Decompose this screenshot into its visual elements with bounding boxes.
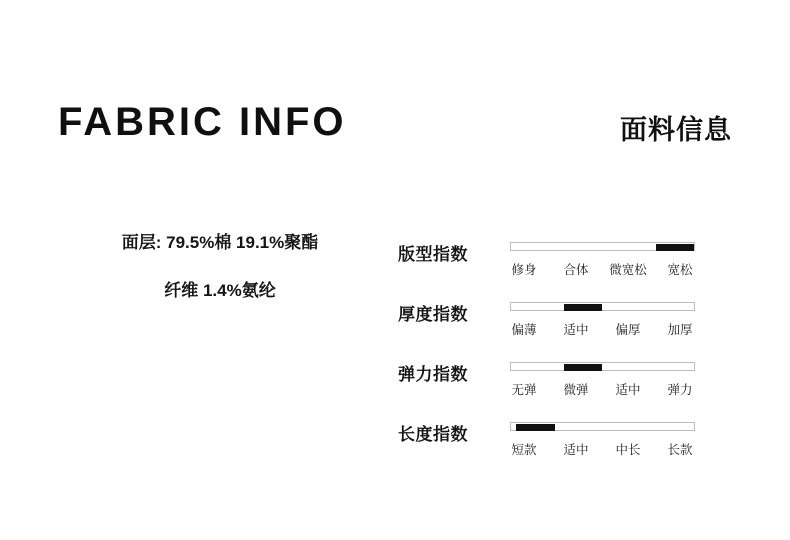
index-option-length-2: 中长 xyxy=(615,443,641,457)
index-option-length-3: 长款 xyxy=(667,443,693,457)
index-bar-length xyxy=(510,422,695,431)
index-row-thickness xyxy=(398,292,738,352)
index-option-thickness-2: 偏厚 xyxy=(615,323,641,337)
index-label-elasticity: 弹力指数 xyxy=(398,365,468,384)
index-row-elasticity xyxy=(398,352,738,412)
index-label-length: 长度指数 xyxy=(398,425,468,444)
index-option-fit-3: 宽松 xyxy=(667,263,693,277)
index-option-elasticity-3: 弹力 xyxy=(667,383,693,397)
index-bar-track-fit xyxy=(510,242,695,251)
index-bar-track-thickness xyxy=(510,302,695,311)
index-option-length-0: 短款 xyxy=(511,443,537,457)
fabric-index-list xyxy=(398,232,738,472)
index-bar-fill-length xyxy=(516,424,554,431)
index-scale-length xyxy=(498,440,706,458)
index-option-thickness-3: 加厚 xyxy=(667,323,693,337)
index-option-elasticity-0: 无弹 xyxy=(511,383,537,397)
index-option-elasticity-1: 微弹 xyxy=(563,383,589,397)
index-row-length xyxy=(398,412,738,472)
index-bar-fill-thickness xyxy=(564,304,602,311)
index-option-fit-0: 修身 xyxy=(511,263,537,277)
composition-line-1: 面层: 79.5%棉 19.1%聚酯 xyxy=(121,233,319,252)
composition-line-2: 纤维 1.4%氨纶 xyxy=(164,281,276,301)
index-bar-fit xyxy=(510,242,695,251)
index-option-thickness-0: 偏薄 xyxy=(511,323,537,337)
index-bar-elasticity xyxy=(510,362,695,371)
index-scale-elasticity xyxy=(498,380,706,398)
index-bar-thickness xyxy=(510,302,695,311)
index-scale-thickness xyxy=(498,320,706,338)
index-label-fit: 版型指数 xyxy=(398,245,468,264)
index-bar-fill-fit xyxy=(656,244,694,251)
page-title-english: FABRIC INFO xyxy=(58,100,347,144)
index-option-elasticity-2: 适中 xyxy=(615,383,641,397)
page-title-chinese: 面料信息 xyxy=(620,115,732,145)
index-label-thickness: 厚度指数 xyxy=(398,305,468,324)
index-bar-track-length xyxy=(510,422,695,431)
index-scale-fit xyxy=(498,260,706,278)
index-row-fit xyxy=(398,232,738,292)
index-bar-fill-elasticity xyxy=(564,364,602,371)
index-option-length-1: 适中 xyxy=(563,443,589,457)
index-bar-track-elasticity xyxy=(510,362,695,371)
index-option-thickness-1: 适中 xyxy=(563,323,589,337)
index-option-fit-2: 微宽松 xyxy=(609,263,647,277)
fabric-composition xyxy=(60,232,380,302)
index-option-fit-1: 合体 xyxy=(563,263,589,277)
